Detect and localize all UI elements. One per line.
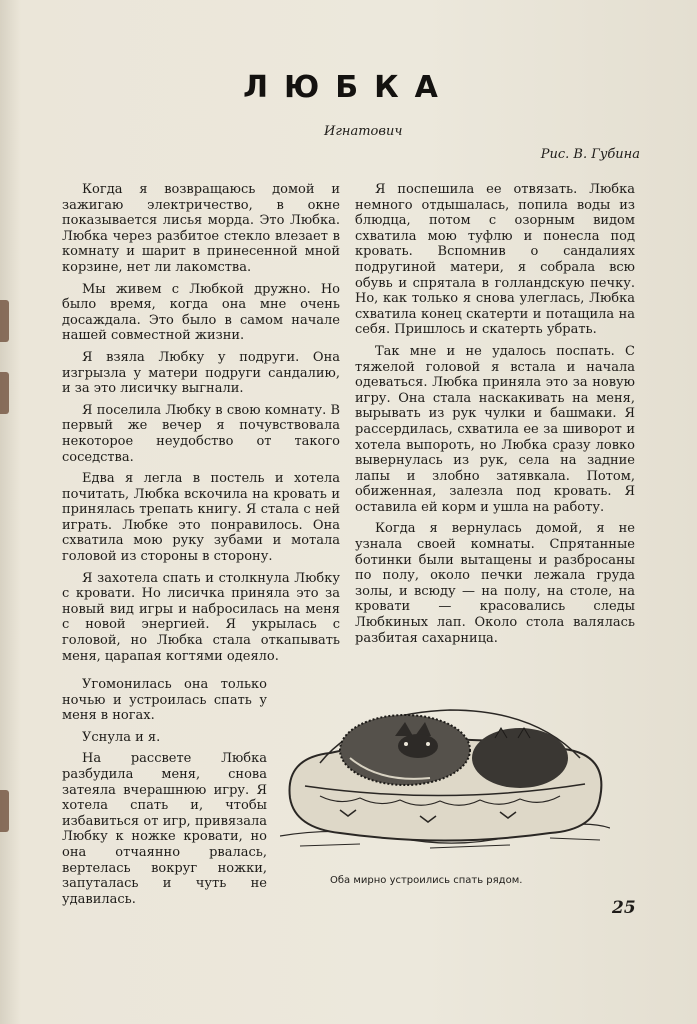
paragraph: Едва я легла в постель и хотела почитать, Любка вскочила на кровать и принялась трепать книгу. Я стала с ней играть. Любке это понравилось. Она схватила мою руку зубами и мотала головой из стороны в сторону. xyxy=(62,471,340,565)
paragraph: На рассвете Любка разбудила меня, снова затеяла вчерашнюю игру. Я хотела спать и, чтобы избавиться от игр, привязала Любку к ножке кровати, но она отчаянно рвалась, вертелась вокруг ножки, запуталась и чуть не удавилась. xyxy=(62,751,267,907)
paragraph: Угомонилась она только ночью и устроилась спать у меня в ногах. xyxy=(62,677,267,724)
left-column-narrow xyxy=(62,677,267,913)
paragraph: Я поспешила ее отвязать. Любка немного отдышалась, попила воды из блюдца, потом с озорным видом схватила мою туфлю и понесла под кровать. Вспомнив о сандалиях подругиной матери, я собрала всю обувь и спрятала в голландскую печку. Но, как только я снова улеглась, Любка схватила конец скатерти и потащила на себя. Пришлось и скатерть убрать. xyxy=(355,182,635,338)
author-name: Игнатович xyxy=(324,124,403,139)
sleeping-fox-and-cat-illustration xyxy=(280,688,610,868)
paragraph: Мы живем с Любкой дружно. Но было время, когда она мне очень досаждала. Это было в самом начале нашей совместной жизни. xyxy=(62,281,340,344)
paragraph: Я взяла Любку у подруги. Она изгрызла у матери подруги сандалию, и за это лисичку выгнали. xyxy=(62,349,340,397)
page-number: 25 xyxy=(612,898,636,918)
right-column xyxy=(355,182,635,652)
article-title: ЛЮБКА xyxy=(243,70,454,105)
illustrator-credit: Рис. В. Губина xyxy=(540,147,640,162)
paragraph: Уснула и я. xyxy=(82,729,161,745)
paragraph: Так мне и не удалось поспать. С тяжелой головой я встала и начала одеваться. Любка приняла это за новую игру. Она стала наскакивать на меня, вырывать из рук чулки и башмаки. Я рассердилась, схватила ее за шиворот и хотела выпороть, но Любка сразу ловко вывернулась из рук, села на задние лапы и злобно затявкала. Потом, обиженная, залезла под кровать. Я оставила ей корм и ушла на работу. xyxy=(355,343,635,515)
binding-mark xyxy=(0,300,9,342)
paragraph: Когда я вернулась домой, я не узнала своей комнаты. Спрятанные ботинки были вытащены и разбросаны по полу, около печки лежала груда золы, и всюду — на полу, на столе, на кровати — красовались следы Любкиных лап. Около стола валялась разбитая сахарница. xyxy=(355,521,635,646)
paragraph: Когда я возвращаюсь домой и зажигаю электричество, в окне показывается лисья морда. Это Любка. Любка через разбитое стекло влезает в комнату и шарит в принесенной мной корзине, нет ли лакомства. xyxy=(62,182,340,275)
paragraph: Я поселила Любку в свою комнату. В первый же вечер я почувствовала некоторое неудобство от такого соседства. xyxy=(62,402,340,465)
binding-mark xyxy=(0,790,9,832)
illustration-caption: Оба мирно устроились спать рядом. xyxy=(330,875,523,886)
paragraph: Я захотела спать и столкнула Любку с кровати. Но лисичка приняла это за новый вид игры и набросилась на меня с новой энергией. Я укрылась с головой, но Любка стала откапывать меня, царапая когтями одеяло. xyxy=(62,570,340,664)
binding-mark xyxy=(0,372,9,414)
left-column xyxy=(62,182,340,670)
